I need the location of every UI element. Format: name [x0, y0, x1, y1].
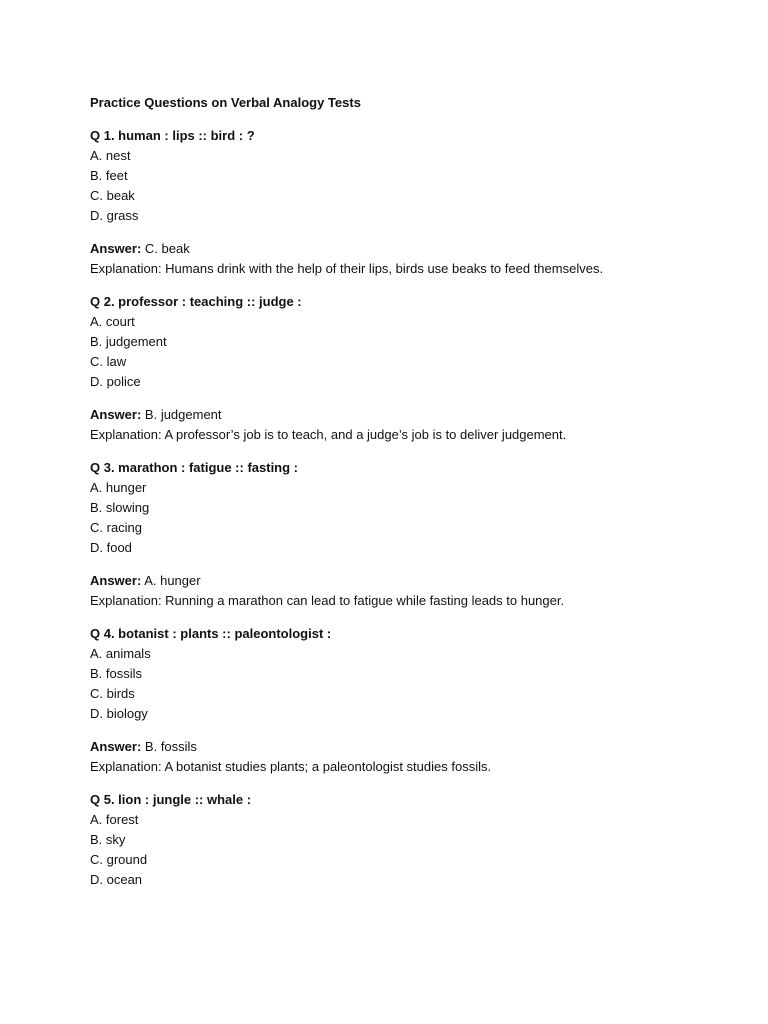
answer-label: Answer:	[90, 407, 142, 422]
option-c: C. beak	[90, 188, 135, 203]
answer-label: Answer:	[90, 573, 142, 588]
option-b: B. fossils	[90, 666, 143, 681]
option-a: A. court	[90, 314, 135, 329]
question-block	[90, 126, 730, 226]
option-d: D. police	[90, 374, 141, 389]
question-block	[90, 458, 730, 558]
option-d: D. grass	[90, 208, 139, 223]
explanation-text: Explanation: Running a marathon can lead to fatigue while fasting leads to hunger.	[90, 593, 565, 608]
answer-block	[90, 405, 730, 445]
answer-label: Answer:	[90, 241, 142, 256]
option-a: A. hunger	[90, 480, 147, 495]
explanation-text: Explanation: A botanist studies plants; a paleontologist studies fossils.	[90, 759, 492, 774]
option-c: C. ground	[90, 852, 148, 867]
option-d: D. food	[90, 540, 132, 555]
question-text: Q 4. botanist : plants :: paleontologist :	[90, 626, 332, 641]
answer-value: C. beak	[144, 241, 190, 256]
explanation-text: Explanation: A professor’s job is to teach, and a judge’s job is to deliver judgement.	[90, 427, 567, 442]
answer-line	[90, 405, 730, 425]
question-block	[90, 790, 730, 890]
answer-block	[90, 571, 730, 611]
answer-label: Answer:	[90, 739, 142, 754]
option-b: B. judgement	[90, 334, 167, 349]
answer-line	[90, 737, 730, 757]
option-a: A. animals	[90, 646, 151, 661]
answer-line	[90, 571, 730, 591]
question-block	[90, 292, 730, 392]
document-title: Practice Questions on Verbal Analogy Tests	[90, 95, 361, 110]
document-page	[90, 93, 730, 903]
option-c: C. law	[90, 354, 127, 369]
option-d: D. biology	[90, 706, 148, 721]
option-a: A. nest	[90, 148, 131, 163]
question-text: Q 2. professor : teaching :: judge :	[90, 294, 302, 309]
answer-value: B. fossils	[144, 739, 197, 754]
option-b: B. slowing	[90, 500, 150, 515]
option-b: B. sky	[90, 832, 126, 847]
question-text: Q 5. lion : jungle :: whale :	[90, 792, 252, 807]
option-b: B. feet	[90, 168, 128, 183]
option-c: C. birds	[90, 686, 135, 701]
question-block	[90, 624, 730, 724]
answer-value: A. hunger	[144, 573, 201, 588]
question-text: Q 1. human : lips :: bird : ?	[90, 128, 255, 143]
answer-block	[90, 239, 730, 279]
question-text: Q 3. marathon : fatigue :: fasting :	[90, 460, 299, 475]
answer-value: B. judgement	[144, 407, 222, 422]
option-a: A. forest	[90, 812, 139, 827]
explanation-text: Explanation: Humans drink with the help of their lips, birds use beaks to feed themselves.	[90, 261, 604, 276]
answer-line	[90, 239, 730, 259]
answer-block	[90, 737, 730, 777]
option-c: C. racing	[90, 520, 143, 535]
option-d: D. ocean	[90, 872, 143, 887]
